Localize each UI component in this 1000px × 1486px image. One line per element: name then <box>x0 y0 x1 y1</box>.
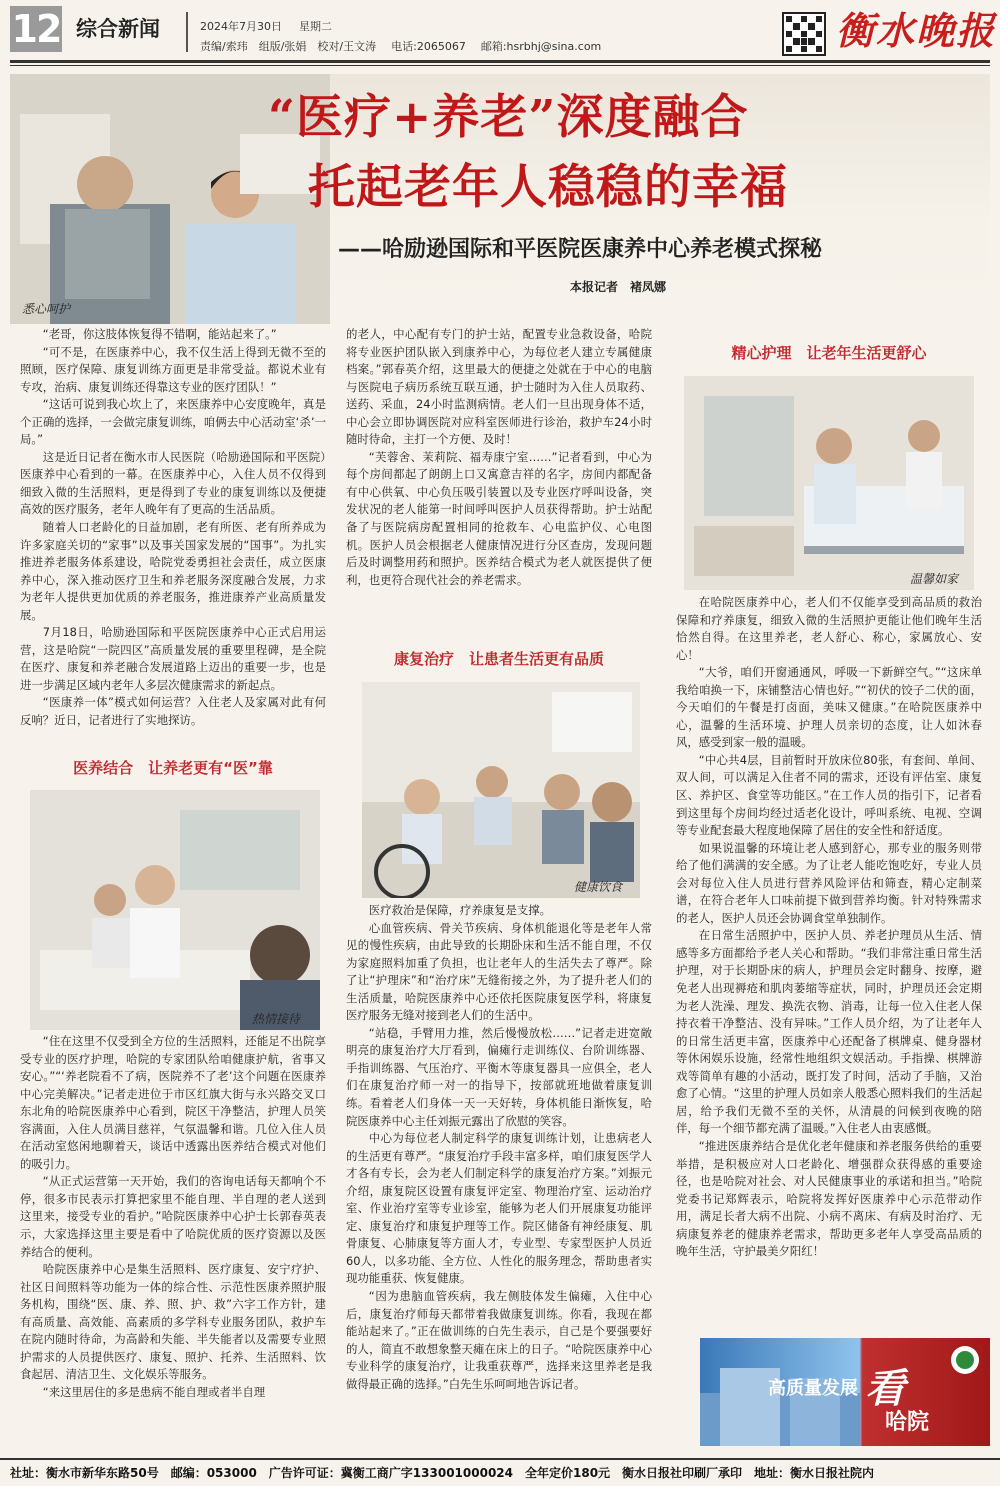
paragraph: 心血管疾病、骨关节疾病、身体机能退化等是老年人常见的慢性疾病，由此导致的长期卧床和生活不能自理，不仅为家庭照料加重了负担，也让老年人的生活失去了尊严。除了让“护理床”和“治疗床”无缝衔接之外，为了提升老人们的生活质量，哈院医康养中心还依托医院康复医学科，将康复医疗服务无缝对接到老人们的生活中。 <box>346 920 652 1023</box>
page-number: 12 <box>11 7 61 51</box>
editor-credits: 责编/索玮 组版/张娟 校对/王文涛 <box>200 40 377 53</box>
paragraph: “推进医康养结合是优化老年健康和养老服务供给的重要举措，是积极应对人口老龄化、增强群众获得感的重要途径，也是哈院对社会、对人民健康事业的承诺和担当。”哈院党委书记郑辉表示，哈院将发挥好医康养中心示范带动作用，满足长者大病不出院、小病不离床、有病及时治疗、无病康复养老的健康养老需求，帮助更多老年人享受高品质的晚年生活，守护最美夕阳红！ <box>676 1138 982 1259</box>
nursing-photo <box>684 376 974 590</box>
paragraph: 如果说温馨的环境让老人感到舒心，那专业的服务则带给了他们满满的安全感。为了让老人能吃饱吃好，专业人员会对每位入住人员进行营养风险评估和筛查，精心定制菜谱，在符合老年人口味前提下做到营养均衡。针对特殊需求的老人，医护人员还会协调食堂单独制作。 <box>676 840 982 925</box>
section-heading-medical: 医养结合 让养老更有“医”靠 <box>73 759 273 777</box>
paragraph: “这话可说到我心坎上了，来医康养中心安度晚年，真是个正确的选择，一会做完康复训练，咱俩去中心活动室‘杀’一局。” <box>20 397 326 447</box>
paragraph: 的老人，中心配有专门的护士站，配置专业急救设备，哈院将专业医护团队嵌入到康养中心，为每位老人建立专属健康档案。”郭春英介绍，这里最大的便捷之处就在于中心的电脑与医院电子病历系统互联互通，护士随时为入住人员取药、送药、采血，24小时监测病情。老人们一旦出现身体不适，中心会立即协调医院对应科室医师进行诊治，救护车24小时随时待命，主打一个方便、及时！ <box>346 327 652 447</box>
paragraph: 在日常生活照护中，医护人员、养老护理员从生活、情感等多方面都给予老人关心和帮助。“我们非常注重日常生活护理，对于长期卧床的病人，护理员会定时翻身、按摩，避免老人出现褥疮和肌肉萎缩等症状，同时，护理员还会定期为老人洗澡、理发、换洗衣物、消毒，让每一位入住老人保持衣着干净整洁、没有异味。”工作人员介绍，为了让老年人的日常生活更丰富，医康养中心还配备了棋牌桌、健身器材等休闲娱乐设施，经常性地组织文娱活动。手指操、棋牌游戏等简单有趣的小活动，既打发了时间，活动了手脑，又治愈了心情。“这里的护理人员如亲人般悉心照料我们的生活起居，给予我们无微不至的关怀，从清晨的问候到夜晚的陪伴，每一个细节都充满了温暖。”入住老人由衷感慨。 <box>676 928 982 1136</box>
paragraph: 中心为每位老人制定科学的康复训练计划，让患病老人的生活更有尊严。“康复治疗手段丰富多样，咱们康复医学人才各有专长，会为老人们制定科学的康复治疗方案。”刘振元介绍，康复院区设置有康复评定室、物理治疗室、运动治疗室、作业治疗室等专业诊室，能够为老人们开展康复功能评定、康复治疗和康复护理等工作。院区储备有神经康复、肌骨康复、心肺康复等方面人才，专业型、专家型医护人员近60人，以多功能、全方位、人性化的服务理念，帮助患者实现功能重获、恢复健康。 <box>346 1131 652 1286</box>
photo-caption-home: 温馨如家 <box>910 572 959 586</box>
banner-text-hospital: 哈院 <box>885 1410 930 1435</box>
col1-top-text <box>20 326 326 754</box>
page-footer: 社址：衡水市新华东路50号 邮编：053000 广告许可证：冀衡工商广字133001000024 全年定价180元 衡水日报社印刷厂承印 地址：衡水日报社院内 <box>0 1458 1000 1486</box>
issue-date: 2024年7月30日 <box>200 20 282 33</box>
qr-code-icon <box>782 12 826 56</box>
photo-caption-dining: 健康饮食 <box>574 880 623 894</box>
paragraph: “从正式运营第一天开始，我们的咨询电话每天都响个不停，很多市民表示打算把家里不能自理、半自理的老人送到这里来，接受专业的看护。”哈院医康养中心护士长郭春英表示，大家选择这里主要是看中了哈院优质的医疗资源以及医养结合的便利。 <box>20 1174 326 1259</box>
col1-bottom-text <box>20 1033 326 1453</box>
dining-photo <box>362 682 640 898</box>
headline-line2: 托起老年人稳稳的幸福 <box>308 160 788 215</box>
newspaper-logo: 衡水晚报 <box>836 8 997 53</box>
promo-banner <box>700 1338 990 1446</box>
paragraph: “中心共4层，目前暂时开放床位80张，有套间、单间、双人间，可以满足入住者不同的需求，还设有评估室、康复区、养护区、食堂等功能区。”在工作人员的指引下，记者看到这里每个房间均经过适老化设计，呼叫系统、电视、空调等专业配套最大程度地保障了居住的安全性和舒适度。 <box>676 752 982 838</box>
section-title: 综合新闻 <box>76 17 160 41</box>
col2-top-text <box>346 326 652 634</box>
byline: 本报记者 褚凤娜 <box>570 280 667 294</box>
paragraph: 这是近日记者在衡水市人民医院（哈励逊国际和平医院）医康养中心看到的一幕。在医康养中心，入住人员不仅得到细致入微的生活照料，更是得到了专业的康复训练以及便捷高效的医疗服务，老年人晚年有了更高的生活品质。 <box>20 449 326 517</box>
photo-caption-reception: 热情接待 <box>252 1012 301 1026</box>
issue-weekday: 星期二 <box>299 20 332 33</box>
photo-caption-care: 悉心呵护 <box>22 302 71 316</box>
header-rule <box>10 60 990 63</box>
paragraph: “大爷，咱们开窗通通风，呼吸一下新鲜空气。”“这床单我给咱换一下，床铺整洁心情也好。”“初伏的饺子二伏的面，今天咱们的午餐是打卤面，美味又健康。”在哈院医康养中心，温馨的生活环境、护理人员亲切的态度，让人如沐春风，感受到家一般的温暖。 <box>676 665 982 750</box>
banner-text-development: 高质量发展 <box>768 1378 858 1399</box>
banner-text-look: 看 <box>865 1365 905 1412</box>
section-heading-nursing: 精心护理 让老年生活更舒心 <box>731 344 927 362</box>
paragraph: “住在这里不仅受到全方位的生活照料，还能足不出院享受专业的医疗护理，哈院的专家团队给咱健康护航，省事又安心。”“‘养老院看不了病，医院养不了老’这个问题在医康养中心完美解决。”记者走进位于市区红旗大街与永兴路交叉口东北角的哈院医康养中心看到，院区干净整洁，护理人员笑容满面，入住人员满目慈祥，气氛温馨和谐。几位入住人员在活动室悠闲地聊着天，谈话中透露出医养结合模式对他们的吸引力。 <box>20 1034 326 1171</box>
paragraph: “因为患脑血管疾病，我左侧肢体发生偏瘫，入住中心后，康复治疗师每天都带着我做康复训练。你看，我现在都能站起来了。”正在做训练的白先生表示，自己是个要强要好的人，简直不敢想象整天瘫在床上的日子。“哈院医康养中心专业科学的康复治疗，让我重获尊严，选择来这里养老是我做得最正确的选择。”白先生乐呵呵地告诉记者。 <box>346 1289 652 1391</box>
paragraph: 哈院医康养中心是集生活照料、医疗康复、安宁疗护、社区日间照料等功能为一体的综合性、示范性医康养照护服务机构，围绕“医、康、养、照、护、救”六字工作方针，建有高质量、高效能、高素质的多学科专业服务团队，救护车在院内随时待命，为高龄和失能、半失能者以及需要专业照护需求的人员提供医疗、康复、照护、托养、生活照料、饮食起居、清洁卫生、文化娱乐等服务。 <box>20 1262 326 1382</box>
col3-bottom-text <box>676 594 982 1334</box>
paragraph: 在哈院医康养中心，老人们不仅能享受到高品质的救治保障和疗养康复，细致入微的生活照护更能让他们晚年生活恰然自得。在这里养老，老人舒心、称心，家属放心、安心！ <box>676 595 982 662</box>
contact-email: 邮箱:hsrbhj@sina.com <box>480 40 602 53</box>
reception-photo <box>30 790 320 1030</box>
headline-line1: “医疗+养老”深度融合 <box>268 90 749 145</box>
paragraph: “芙蓉舍、茉莉院、福寿康宁室……”记者看到，中心为每个房间都起了朗朗上口又寓意吉祥的名字，房间内都配备有中心供氧、中心负压吸引装置以及专业医疗呼叫设备，突发状况的老人能第一时间呼叫医护人员获得帮助。护士站配备了与医院病房配置相同的抢救车、心电监护仪、心电图机。医护人员会根据老人健康情况进行分区查房，发现问题后及时调整用药和照护。医养结合模式为老人就医提供了便利，也更符合现代社会的养老需求。 <box>346 449 652 587</box>
header-divider <box>186 12 188 52</box>
section-heading-rehab: 康复治疗 让患者生活更有品质 <box>393 650 604 668</box>
article-subtitle: ——哈励逊国际和平医院医康养中心养老模式探秘 <box>338 237 823 262</box>
paragraph: 随着人口老龄化的日益加剧，老有所医、老有所养成为许多家庭关切的“家事”以及事关国家发展的“国事”。为扎实推进养老服务体系建设，哈院党委勇担社会责任，成立医康养中心，深入推动医疗卫生和养老服务深度融合发展，力求为老年人提供更加优质的养老服务，推进康养产业高质量发展。 <box>20 520 326 622</box>
paragraph: “站稳，手臂用力推，然后慢慢放松……”记者走进宽敞明亮的康复治疗大厅看到，偏瘫行走训练仪、台阶训练器、手指训练器、气压治疗、平衡木等康复器具一应俱全，老人们在康复治疗师一对一的指导下，按部就班地做着康复训练。看着老人们身体一天一天好转，身体机能日渐恢复，哈院医康养中心主任刘振元露出了欣慰的笑容。 <box>346 1025 652 1128</box>
paragraph: 医疗救治是保障，疗养康复是支撑。 <box>368 903 552 917</box>
paragraph: “老哥，你这肢体恢复得不错啊，能站起来了。” <box>42 327 277 341</box>
contact-phone: 电话:2065067 <box>391 40 466 53</box>
paragraph: “医康养一体”模式如何运营？入住老人及家属对此有何反响？近日，记者进行了实地探访。 <box>20 695 326 728</box>
paragraph: “来这里居住的多是患病不能自理或者半自理 <box>42 1384 266 1399</box>
col2-bottom-text <box>346 902 652 1458</box>
paragraph: 7月18日，哈励逊国际和平医院医康养中心正式启用运营，这是哈院“一院四区”高质量发展的重要里程碑，是全院在医疗、康复和养老融合发展道路上迈出的重要一步，也是进一步满足区域内老年人多层次健康需求的新起点。 <box>20 625 326 692</box>
paragraph: “可不是，在医康养中心，我不仅生活上得到无微不至的照顾，医疗保障、康复训练方面更是非常受益。都说术业有专攻，治病、康复训练还得靠这专业的医疗团队！” <box>20 344 326 394</box>
